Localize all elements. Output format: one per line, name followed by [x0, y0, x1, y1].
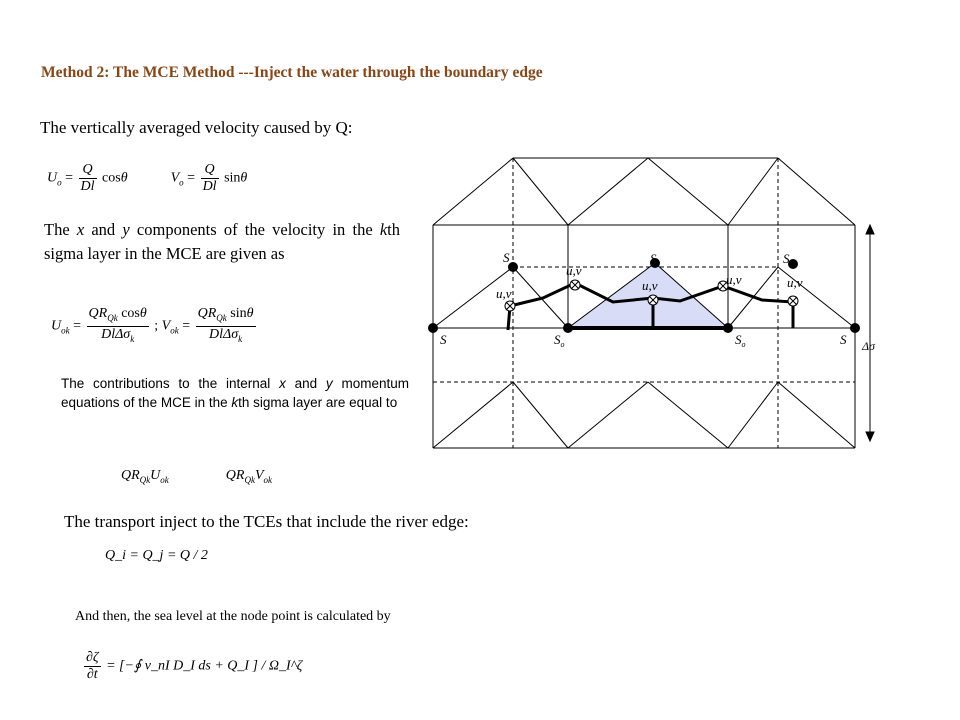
label-so-right: $S_o$ — [735, 332, 746, 349]
sea-level-text: And then, the sea level at the node point is calculated by — [75, 609, 391, 624]
label-s: S — [440, 332, 447, 347]
label-uv: u,v — [566, 263, 582, 278]
transport-text: The transport inject to the TCEs that include the river edge: — [64, 512, 469, 531]
label-uv: u,v — [726, 272, 742, 287]
velocity-equations: $U_o$ = $\frac{Q}{Dl}$ cosθ $V_o$ = $\frac{Q}{Dl}$ sinθ — [47, 162, 248, 194]
label-so-left: $S_o$ — [554, 332, 565, 349]
label-s: S — [783, 251, 790, 266]
label-uv: u,v — [642, 278, 658, 293]
mce-mesh-diagram — [400, 150, 920, 460]
transport-equation: Q_i = Q_j = Q / 2 — [105, 548, 208, 563]
intro-text: The vertically averaged velocity caused by Q: — [40, 118, 353, 137]
label-uv: u,v — [787, 275, 803, 290]
page-title: Method 2: The MCE Method ---Inject the water through the boundary edge — [41, 64, 543, 81]
sea-level-equation: $\frac{\partial\zeta}{\partial t}$ = [−∮ v_nI D_I ds + Q_I ] / Ω_I^ζ — [86, 650, 303, 682]
label-delta-sigma: Δσ — [862, 339, 875, 353]
shaded-triangle — [568, 263, 728, 328]
label-s: S — [650, 251, 657, 266]
label-s: S — [840, 332, 847, 347]
label-uv: u,v — [496, 286, 512, 301]
delta-sigma-arrow — [866, 225, 874, 441]
label-s: S — [503, 250, 510, 265]
contributions-paragraph: The contributions to the internal x and y momentum equations of the MCE in the kth sigma layer are equal to — [61, 376, 409, 410]
momentum-terms: $QR_{Qk}U_{ok}$ $QR_{Qk}V_{ok}$ — [121, 468, 273, 485]
layer-velocity-equations: $U_{ok}$ = $\frac{QR_{Qk} \cos\theta}{Dl\Delta\sigma_k}$ ; $V_{ok}$ = $\frac{QR_{Qk} \sin\theta}{Dl\Delta\sigma_k}$ — [51, 306, 254, 344]
components-paragraph: The x and y components of the velocity in the kth sigma layer in the MCE are given as — [44, 220, 401, 263]
